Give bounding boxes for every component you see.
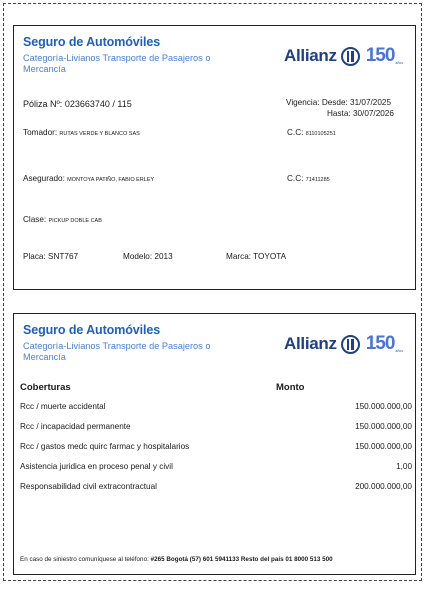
logo-anos: años bbox=[395, 349, 403, 353]
poliza-label: Póliza Nº: bbox=[23, 99, 63, 109]
coverage-amount: 200.000.000,00 bbox=[355, 482, 412, 491]
modelo-field bbox=[123, 252, 173, 261]
placa-value: SNT767 bbox=[48, 252, 79, 261]
modelo-value: 2013 bbox=[154, 252, 173, 261]
coverage-row bbox=[20, 422, 412, 436]
coverage-row bbox=[20, 482, 412, 496]
card-title: Seguro de Automóviles bbox=[23, 323, 161, 337]
policy-card bbox=[13, 25, 416, 290]
vigencia-label: Vigencia: bbox=[286, 98, 320, 107]
coverage-card bbox=[13, 313, 416, 575]
card-title: Seguro de Automóviles bbox=[23, 35, 161, 49]
logo-150: 150 bbox=[365, 333, 395, 354]
poliza-value: 023663740 / 115 bbox=[64, 99, 132, 109]
allianz-logo bbox=[284, 329, 403, 359]
logo-wordmark: Allianz bbox=[284, 334, 337, 353]
coverage-amount: 150.000.000,00 bbox=[355, 422, 412, 431]
claims-note-lead: En caso de siniestro comuníquese al teléfono: bbox=[20, 556, 149, 563]
allianz-logo bbox=[284, 41, 403, 71]
coverage-name: Asistencia juridica en proceso penal y civil bbox=[20, 462, 173, 471]
clase-field bbox=[23, 215, 102, 224]
marca-label: Marca: bbox=[226, 252, 252, 261]
tomador-cc-field bbox=[287, 128, 336, 137]
marca-field bbox=[226, 252, 286, 261]
coverage-row bbox=[20, 442, 412, 456]
claims-phone-note bbox=[20, 556, 333, 563]
asegurado-field bbox=[23, 174, 154, 183]
claims-note-numbers: #265 Bogotá (57) 601 5941133 Resto del país 01 8000 513 500 bbox=[150, 556, 333, 563]
card-subtitle: Categoría-Livianos Transporte de Pasajeros o Mercancía bbox=[23, 53, 211, 74]
coverage-name: Responsabilidad civil extracontractual bbox=[20, 482, 157, 491]
tomador-cc-value: 8110105251 bbox=[305, 131, 336, 137]
marca-value: TOYOTA bbox=[253, 252, 287, 261]
asegurado-label: Asegurado: bbox=[23, 174, 65, 183]
coverage-amount: 150.000.000,00 bbox=[355, 442, 412, 451]
logo-150: 150 bbox=[365, 45, 395, 66]
vigencia-desde: Desde: 31/07/2025 bbox=[321, 98, 392, 107]
coverage-row bbox=[20, 402, 412, 416]
logo-wordmark: Allianz bbox=[284, 46, 337, 65]
clase-label: Clase: bbox=[23, 215, 47, 224]
asegurado-cc-value: 71411285 bbox=[305, 177, 330, 183]
coverage-name: Rcc / muerte accidental bbox=[20, 402, 106, 411]
tomador-cc-label: C.C: bbox=[287, 128, 304, 137]
tomador-field bbox=[23, 128, 140, 137]
logo-anos: años bbox=[395, 61, 403, 65]
coverage-row bbox=[20, 462, 412, 476]
coverage-header: Coberturas bbox=[20, 382, 71, 393]
tomador-label: Tomador: bbox=[23, 128, 58, 137]
amount-header: Monto bbox=[276, 382, 305, 393]
coverage-amount: 150.000.000,00 bbox=[355, 402, 412, 411]
modelo-label: Modelo: bbox=[123, 252, 153, 261]
allianz-eagle-icon bbox=[341, 335, 360, 354]
vigencia-field bbox=[286, 98, 391, 107]
asegurado-value: MONTOYA PATIÑO, FABIO ERLEY bbox=[67, 177, 155, 183]
tomador-value: RUTAS VERDE Y BLANCO SAS bbox=[59, 131, 140, 137]
coverage-name: Rcc / gastos medc quirc farmac y hospitalarios bbox=[20, 442, 190, 451]
allianz-eagle-icon bbox=[341, 47, 360, 66]
vigencia-hasta: Hasta: 30/07/2026 bbox=[327, 109, 394, 118]
card-subtitle: Categoría-Livianos Transporte de Pasajeros o Mercancía bbox=[23, 341, 211, 362]
coverage-amount: 1,00 bbox=[396, 462, 412, 471]
placa-field bbox=[23, 252, 78, 261]
poliza-field bbox=[23, 99, 132, 109]
placa-label: Placa: bbox=[23, 252, 46, 261]
coverage-name: Rcc / incapacidad permanente bbox=[20, 422, 131, 431]
asegurado-cc-field bbox=[287, 174, 330, 183]
asegurado-cc-label: C.C: bbox=[287, 174, 304, 183]
clase-value: PICKUP DOBLE CAB bbox=[48, 218, 102, 224]
